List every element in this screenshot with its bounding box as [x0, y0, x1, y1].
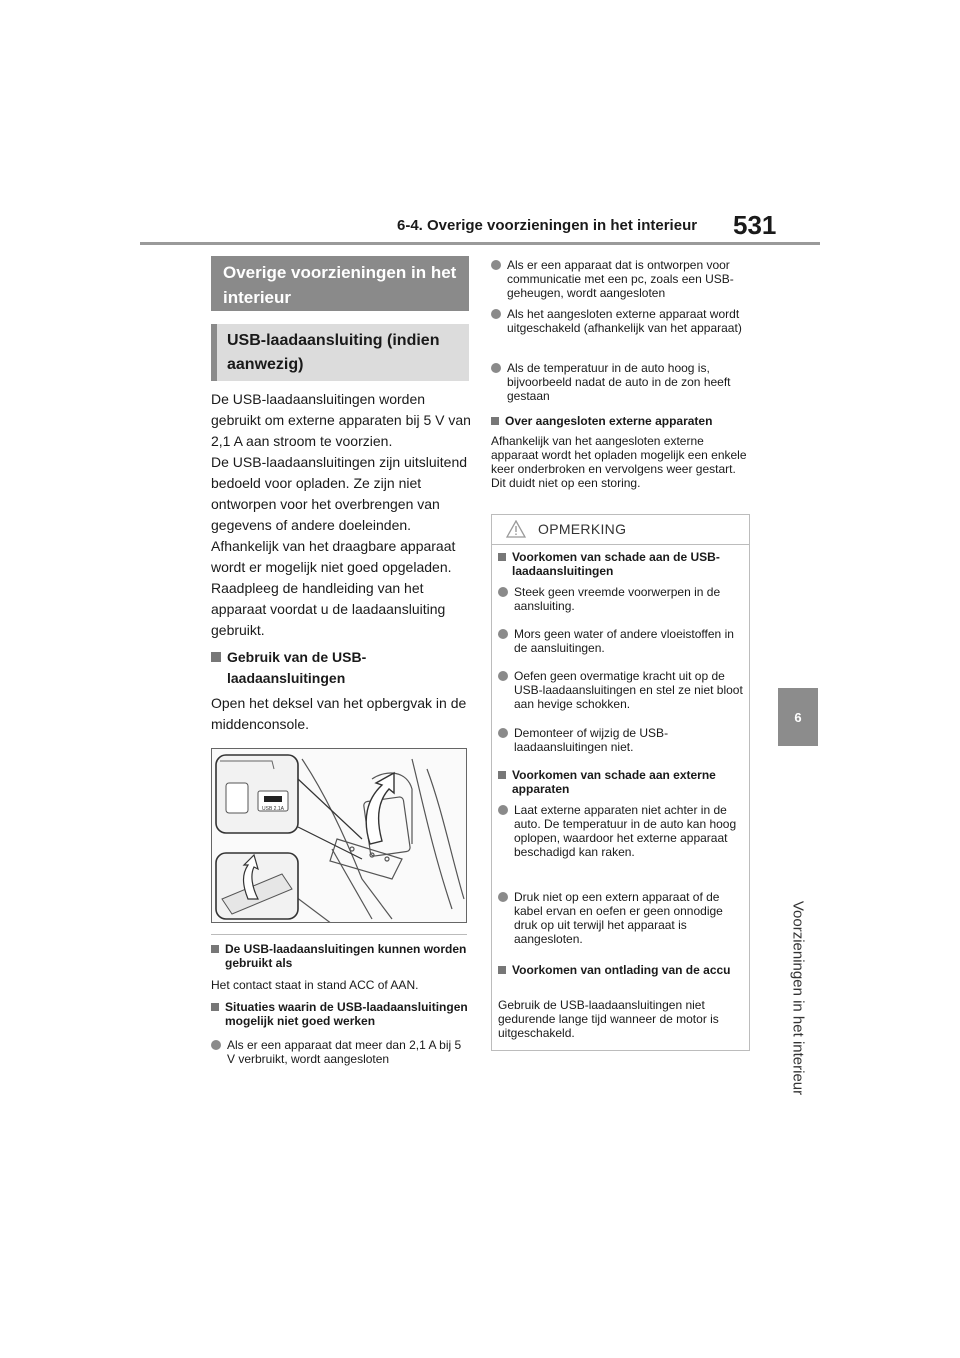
note-heading-2-block [211, 1000, 469, 1028]
right-bullet-3 [491, 361, 749, 403]
bullet-dot-icon [491, 260, 501, 270]
external-devices-heading-block [491, 414, 749, 428]
bullet-dot-icon [491, 363, 501, 373]
notice-heading-1-block [498, 550, 743, 578]
square-bullet-icon [211, 652, 221, 662]
notice-heading-3: Voorkomen van ontlading van de accu [512, 963, 731, 977]
subsection-header: USB-laadaansluiting (indien aanwezig) [211, 324, 469, 381]
intro-paragraph-1: De USB-laadaansluitingen worden gebruikt om externe apparaten bij 5 V van 2,1 A aan stroom te voorzien. [211, 391, 471, 449]
bullet-dot-icon [498, 587, 508, 597]
usage-heading-block [211, 647, 473, 689]
note-heading-1-block [211, 942, 469, 970]
page-number: 531 [733, 210, 777, 240]
note-bullet-1-text: Als er een apparaat dat meer dan 2,1 A bij 5 V verbruikt, wordt aangesloten [227, 1038, 462, 1066]
header-rule [140, 242, 820, 245]
right-bullet-3-text: Als de temperatuur in de auto hoog is, bijvoorbeeld nadat de auto in de zon heeft gestaan [507, 361, 731, 403]
right-bullet-1 [491, 258, 749, 300]
note-bullet-1 [211, 1038, 469, 1066]
running-header-title: 6-4. Overige voorzieningen in het interieur [397, 217, 698, 234]
notice-heading-3-block [498, 963, 743, 977]
notice-heading-2-block [498, 768, 743, 796]
chapter-tab: 6 [778, 688, 818, 746]
right-bullet-2-text: Als het aangesloten externe apparaat wordt uitgeschakeld (afhankelijk van het apparaat) [507, 307, 742, 335]
bullet-dot-icon [491, 309, 501, 319]
note-heading-2: Situaties waarin de USB-laadaansluitingen mogelijk niet goed werken [225, 1000, 468, 1028]
warning-triangle-icon [506, 520, 526, 538]
bullet-dot-icon [498, 728, 508, 738]
bullet-dot-icon [498, 892, 508, 902]
usage-heading: Gebruik van de USB-laadaansluitingen [227, 649, 367, 686]
square-bullet-icon [491, 417, 499, 425]
bullet-dot-icon [498, 671, 508, 681]
bullet-dot-icon [211, 1040, 221, 1050]
illustration-rule [211, 934, 467, 935]
usage-text: Open het deksel van het opbergvak in de middenconsole. [211, 695, 467, 732]
square-bullet-icon [498, 966, 506, 974]
notice-bullet-3-text: Oefen geen overmatige kracht uit op de USB-laadaansluitingen en stel ze niet bloot aan hevige schokken. [514, 669, 743, 711]
square-bullet-icon [498, 771, 506, 779]
center-console-illustration [211, 748, 467, 923]
bullet-dot-icon [498, 629, 508, 639]
notice-bullet-4 [498, 726, 743, 754]
section-header: Overige voorzieningen in het interieur [211, 256, 469, 311]
notice-bullet-1 [498, 585, 743, 613]
square-bullet-icon [211, 1003, 219, 1011]
note-text-1: Het contact staat in stand ACC of AAN. [211, 978, 419, 992]
notice-bullet-4-text: Demonteer of wijzig de USB-laadaansluitingen niet. [514, 726, 669, 754]
notice-bullet-2-text: Mors geen water of andere vloeistoffen in de aansluitingen. [514, 627, 734, 655]
usb-port-label: USB 2.1A [262, 806, 284, 812]
notice-bullet-6-text: Druk niet op een extern apparaat of de kabel ervan en oefen er geen onnodige druk op uit terwijl het apparaat is aangesloten. [514, 890, 723, 946]
notice-text-3: Gebruik de USB-laadaansluitingen niet gedurende lange tijd wanneer de motor is uitgeschakeld. [498, 998, 719, 1040]
square-bullet-icon [211, 945, 219, 953]
notice-box [491, 514, 750, 1051]
external-devices-text: Afhankelijk van het aangesloten externe apparaat wordt het opladen mogelijk een enkele keer onderbroken en vervolgens weer gestart. Dit duidt niet op een storing. [491, 434, 747, 490]
notice-bullet-1-text: Steek geen vreemde voorwerpen in de aansluiting. [514, 585, 721, 613]
intro-paragraph-2: De USB-laadaansluitingen zijn uitsluitend bedoeld voor opladen. Ze zijn niet ontworpen voor het overbrengen van gegevens of andere doeleinden. [211, 454, 468, 533]
notice-bullet-6 [498, 890, 743, 946]
chapter-side-label: Voorzieningen in het interieur [789, 900, 807, 1096]
square-bullet-icon [498, 553, 506, 561]
notice-bullet-5-text: Laat externe apparaten niet achter in de auto. De temperatuur in de auto kan hoog oplopen, waardoor het externe apparaat beschadigd kan raken. [514, 803, 737, 859]
notice-heading-2: Voorkomen van schade aan externe apparaten [512, 768, 716, 796]
notice-heading-1: Voorkomen van schade aan de USB-laadaansluitingen [512, 550, 720, 578]
notice-bullet-2 [498, 627, 743, 655]
external-devices-heading: Over aangesloten externe apparaten [505, 414, 713, 428]
console-drawing-icon [212, 749, 467, 923]
intro-text [211, 389, 473, 641]
notice-title: OPMERKING [538, 521, 627, 537]
notice-header [492, 515, 749, 545]
right-bullet-2 [491, 307, 749, 335]
note-heading-1: De USB-laadaansluitingen kunnen worden gebruikt als [225, 942, 467, 970]
right-bullet-1-text: Als er een apparaat dat is ontworpen voor communicatie met een pc, zoals een USB-geheugen, wordt aangesloten [507, 258, 734, 300]
notice-bullet-5 [498, 803, 743, 859]
bullet-dot-icon [498, 805, 508, 815]
notice-bullet-3 [498, 669, 743, 711]
intro-paragraph-3: Afhankelijk van het draagbare apparaat wordt er mogelijk niet goed opgeladen. Raadpleeg de handleiding van het apparaat voordat u de laadaansluiting gebruikt. [211, 538, 456, 638]
